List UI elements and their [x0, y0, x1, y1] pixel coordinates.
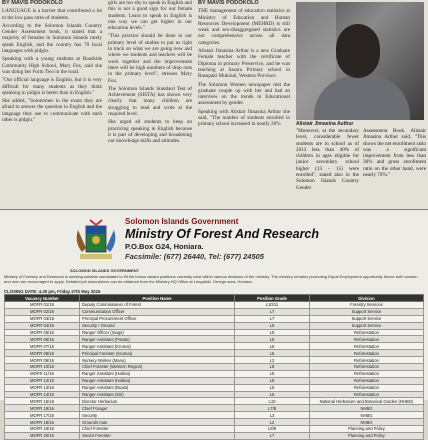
position-grade-cell: L5 [235, 322, 310, 329]
paragraph: The Solomon Women newspaper met the graduate couple up with her and had an interview on the trends in Educational assessment by gender. [198, 81, 290, 107]
division-cell: Reforestation [310, 350, 424, 357]
vacancy-number-cell: MOFR 20/16 [5, 432, 80, 439]
table-row [5, 357, 424, 364]
table-row [5, 329, 424, 336]
table-row [5, 412, 424, 419]
address: P.O.Box G24, Honiara. [125, 242, 204, 251]
division-cell: Planning and Policy [310, 426, 424, 433]
position-name-cell: Chief Forester (Western Region) [80, 364, 235, 371]
division-cell: Reforestation [310, 329, 424, 336]
division-cell: NHBG [310, 412, 424, 419]
vacancy-number-cell: MOFR 04/16 [5, 322, 80, 329]
vacancy-number-cell: MOFR 09/16 [5, 357, 80, 364]
position-name-cell: Grounds man [80, 419, 235, 426]
vacancy-number-cell: MOFR 02/16 [5, 308, 80, 315]
position-grade-cell: L7/8 [235, 405, 310, 412]
table-row [5, 391, 424, 398]
vacancy-number-cell: MOFR 18/16 [5, 419, 80, 426]
vacancy-number-cell: MOFR 05/16 [5, 329, 80, 336]
paragraph: She added, "Sometimes in the exam they are afraid to answer the question in English and the language they use to communicate with each other is pidgin." [2, 98, 102, 124]
position-name-cell: Chief Forager [80, 405, 235, 412]
coat-of-arms-icon [70, 216, 122, 268]
vacancy-number-cell: MOFR 19/16 [5, 426, 80, 433]
position-name-cell: Ranger Assistant (Siri) [80, 391, 235, 398]
position-name-cell: Communication Officer [80, 308, 235, 315]
position-grade-cell: L7 [235, 315, 310, 322]
position-name-cell: Deputy Commissioner of Forest [80, 302, 235, 309]
position-name-cell: Nursery Worker (Manu) [80, 357, 235, 364]
division-cell: NHBG [310, 419, 424, 426]
photo-head [336, 24, 380, 78]
photo-caption: Alistair Jimasina Authur [296, 121, 354, 127]
division-cell: NHBG [310, 405, 424, 412]
position-grade-cell: L5 [235, 343, 310, 350]
paragraph: Assessment Book. Alistair Jimasina Arthur said, "This shows the net enrollment ratio was a significant improvement from less than 30% and gross enrollment ratio on the other hand, were nearly 70%." [363, 128, 426, 179]
paragraph: THE management of education statistics at Ministry of Education and Human Resources Development (MEHRD) is still weak and sex-disaggregated statistics are not comprehensive across all data categories. [198, 8, 290, 46]
paragraph: girls are too shy to speak in English and this is not a good sign for our female students. Learn to speak in English is one way we can get higher in our education levels." [108, 0, 192, 32]
byline: BY MAVIS PODOKOLO [2, 0, 63, 6]
table-row [5, 398, 424, 405]
division-cell: Reforestation [310, 364, 424, 371]
table-row [5, 322, 424, 329]
division-cell: Planning and Policy [310, 432, 424, 439]
position-name-cell: Ranger Officer (Siage) [80, 329, 235, 336]
position-grade-cell: L5 [235, 391, 310, 398]
division-cell: Reforestation [310, 384, 424, 391]
position-name-cell: Security / Ground [80, 322, 235, 329]
division-cell: Support Service [310, 308, 424, 315]
paragraph: "Our official language is English, but it is very difficult for many students as they think speaking in pidgin is better than in English." [2, 77, 102, 96]
contact-numbers: Facsimile: (677) 26440, Tel: (677) 24505 [125, 252, 264, 261]
position-grade-cell: L5 [235, 384, 310, 391]
position-name-cell: Ranger Assistant (Potato) [80, 336, 235, 343]
vacancy-number-cell: MOFR 17/16 [5, 412, 80, 419]
table-row [5, 315, 424, 322]
position-grade-cell: L7 [235, 432, 310, 439]
position-grade-cell: L5 [235, 350, 310, 357]
table-row [5, 364, 424, 371]
byline: BY MAVIS PODOKOLO [198, 0, 259, 6]
article-column-3 [198, 0, 290, 208]
division-cell: Reforestation [310, 357, 424, 364]
position-name-cell: Principal Procurement Officer [80, 315, 235, 322]
vacancy-number-cell: MOFR 14/16 [5, 391, 80, 398]
position-grade-cell: L7 [235, 308, 310, 315]
table-row [5, 419, 424, 426]
government-name: Solomon Islands Government [125, 217, 239, 226]
table-row [5, 384, 424, 391]
division-cell: Reforestation [310, 336, 424, 343]
position-name-cell: Ranger Assistant (Krumai) [80, 343, 235, 350]
vacancy-number-cell: MOFR 12/16 [5, 377, 80, 384]
paragraph: LANGUAGE is a barrier that contributed a lot to the low pass rates of students. [2, 8, 102, 21]
column-header: Position Grade [235, 295, 310, 302]
division-cell: Reforestation [310, 377, 424, 384]
column-header: Division [310, 295, 424, 302]
position-grade-cell: L10 [235, 398, 310, 405]
table-row [5, 426, 424, 433]
table-row [5, 377, 424, 384]
position-grade-cell: L5 [235, 336, 310, 343]
division-cell: Forestry Services [310, 302, 424, 309]
vacancy-number-cell: MOFR 13/16 [5, 384, 80, 391]
vacancy-number-cell: MOFR 11/16 [5, 370, 80, 377]
table-header-row [5, 295, 424, 302]
paragraph: Alistair Jimasina Arthur is a new Graduate Female teacher with the certificate of Diploma in primary Preservice, and he was teaching at Sasara Primary school in Rasupaki Mukinni, Western Province. [198, 48, 290, 80]
column-header: Position Name [80, 295, 235, 302]
paragraph: She urged all students to keep on practicing speaking in English because it is part of developing and broadening our knowledge skills and attitudes. [108, 119, 192, 145]
position-grade-cell: L8/9 [235, 426, 310, 433]
ministry-title: Ministry Of Forest And Research [125, 227, 320, 241]
division-cell: Reforestation [310, 343, 424, 350]
position-name-cell: Ranger Assistant (Halisia) [80, 377, 235, 384]
vacancy-number-cell: MOFR 01/16 [5, 302, 80, 309]
table-row [5, 302, 424, 309]
closing-date: CLOSING DATE: 4.30 pm, Friday 27th May 2016 [4, 289, 101, 294]
table-row [5, 370, 424, 377]
division-cell: Support Service [310, 315, 424, 322]
crest-caption: SOLOMON ISLANDS GOVERNMENT [70, 268, 140, 273]
article-column-1 [2, 0, 102, 208]
position-name-cell: Ranger Assistant (Halisia) [80, 370, 235, 377]
position-name-cell: Director Herbarium [80, 398, 235, 405]
paragraph: "This practice should be done in our primary level of studies to put us right in track on what we are going now and where we students and teachers will be work together and the improvement there will be high numbers of drop outs in the primary level", stresses Mary Fox. [108, 33, 192, 84]
division-cell: Support Service [310, 322, 424, 329]
article-column-4-body [296, 128, 426, 208]
division-cell: National Herbarium and Botanical Garden (NHBG) [310, 398, 424, 405]
table-row [5, 432, 424, 439]
position-grade-cell: L10/11 [235, 302, 310, 309]
paragraph: "Moreover, at the secondary level, considerable fewer students are in school as of 2013 less than 40% of children in ages eligible for junior secondary school higher (13 - 15) were enrolled", stated also in the Solomon Islands Country Gender [296, 128, 359, 191]
position-grade-cell: L5 [235, 377, 310, 384]
table-body [5, 302, 424, 440]
table-row [5, 336, 424, 343]
position-grade-cell: L3 [235, 412, 310, 419]
position-name-cell: Security [80, 412, 235, 419]
position-name-cell: Ranger Assistant (Buala) [80, 384, 235, 391]
position-grade-cell: L8 [235, 364, 310, 371]
ad-intro-text: Ministry of Forestry and Research is seeking suitable candidates to fill the below vacant positions currently exist within various divisions of the ministry. The ministry remains promoting Equal Employment opportunity hence both women and men are encouraged to apply. Detailed job descriptions can be obtained from the Ministry HQ Office at Lengakiki. George area. Honiara. [4, 274, 418, 284]
portrait-photo [296, 2, 424, 120]
divider [0, 209, 428, 210]
division-cell: Reforestation [310, 370, 424, 377]
vacancy-table [4, 294, 424, 440]
table-row [5, 343, 424, 350]
vacancy-number-cell: MOFR 08/16 [5, 350, 80, 357]
position-grade-cell: L2 [235, 419, 310, 426]
paragraph: The Solomon Islands Standard Test of Achievement (SISTA) has shown very clearly that many children are struggling to read and write at the required level. [108, 85, 192, 118]
vacancy-number-cell: MOFR 06/16 [5, 336, 80, 343]
position-grade-cell: L5 [235, 370, 310, 377]
paragraph: Speaking with Alistair Jimasina Arthur she said, "The number of students enrolled in primary school increased in nearly 20% [198, 108, 290, 128]
paragraph: According to the Solomon Islands Country Gender Assessment book, it stated that a majority of females in Solomon Islands rarely speak English, and the country has 70 local languages with pidgin. [2, 22, 102, 55]
position-name-cell: Senior Forester [80, 432, 235, 439]
column-header: Vacancy Number [5, 295, 80, 302]
vacancy-number-cell: MOFR 10/16 [5, 364, 80, 371]
position-grade-cell: L5 [235, 329, 310, 336]
vacancy-number-cell: MOFR 15/16 [5, 398, 80, 405]
paragraph: Speaking with a young students at Roadside Community High School, Mary Fox, said she was doing her Form Two in the rural. [2, 56, 102, 75]
vacancy-number-cell: MOFR 07/16 [5, 343, 80, 350]
table-row [5, 308, 424, 315]
vacancy-number-cell: MOFR 16/16 [5, 405, 80, 412]
division-cell: Reforestation [310, 391, 424, 398]
position-name-cell: Chief Forester [80, 426, 235, 433]
vacancy-number-cell: MOFR 03/16 [5, 315, 80, 322]
article-column-2 [108, 0, 192, 208]
position-grade-cell: L2 [235, 357, 310, 364]
table-row [5, 405, 424, 412]
position-name-cell: Principal Forester (Krumai) [80, 350, 235, 357]
table-row [5, 350, 424, 357]
